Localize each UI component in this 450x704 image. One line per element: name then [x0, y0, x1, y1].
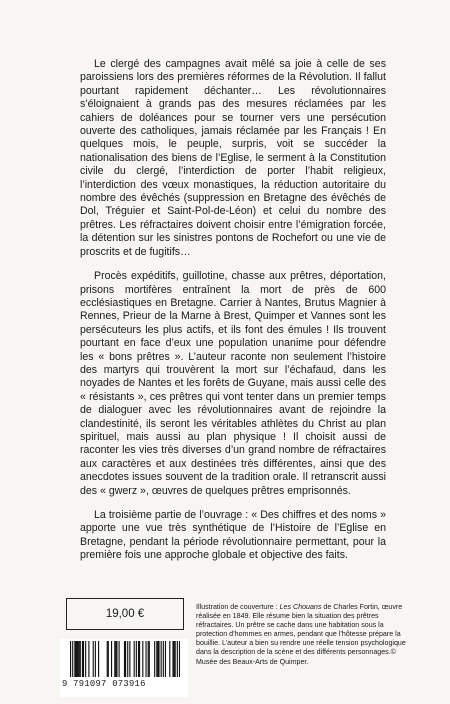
back-cover-text [80, 58, 386, 574]
paragraph-1: Le clergé des campagnes avait mêlé sa joie à celle de ses paroissiens lors des premières réformes de la Révolution. Il fallut pourtant rapidement déchanter… Les révolutionnaires s’éloignaient à grands pas des mesures réclamées par les cahiers de doléances pour se tourner vers une persécution ouverte des catholiques, jamais réclamée par les Français ! En quelques mois, le peuple, surpris, voit se succéder la nationalisation des biens de l’Eglise, le serment à la Constitution civile du clergé, l’interdiction de porter l’habit religieux, l’interdiction des vœux monastiques, la réduction autoritaire du nombre des évêchés (suppression en Bretagne des évêchés de Dol, Tréguier et Saint-Pol-de-Léon) et celui du nombre des prêtres. Les réfractaires doivent choisir entre l’émigration forcée, la détention sur les sinistres pontons de Rochefort ou une vie de proscrits et de fugitifs… [80, 58, 386, 258]
caption-title: Les Chouans [279, 603, 322, 611]
barcode-bars [70, 641, 180, 679]
isbn-number: 9 791097 073916 [62, 679, 146, 689]
price: 19,00 € [105, 608, 145, 620]
barcode [60, 639, 188, 697]
paragraph-2: Procès expéditifs, guillotine, chasse aux prêtres, déportation, prisons mortifères entraînent la mort de près de 600 ecclésiastiques en Bretagne. Carrier à Nantes, Brutus Magnier à Rennes, Prieur de la Marne à Brest, Quimper et Vannes sont les persécuteurs les plus actifs, et ils font des émules ! Ils trouvent pourtant en face d’eux une population unanime pour défendre les « bons prêtres ». L’auteur raconte non seulement l’histoire des martyrs qui trouvèrent la mort sur l’échafaud, dans les noyades de Nantes et les forêts de Guyane, mais aussi celle des « résistants », ces prêtres qui vont tenter dans un premier temps de dialoguer avec les révolutionnaires avant de rejoindre la clandestinité, ils seront les véritables athlètes du Christ au plan spirituel, mais aussi au plan physique ! Il choisit aussi de raconter les vies très diverses d’un grand nombre de réfractaires aux caractères et aux destinées très différentes, ainsi que des anecdotes issues souvent de la tradition orale. Il retranscrit aussi des « gwerz », œuvres de quelques prêtres emprisonnés. [80, 270, 386, 497]
caption-body: de Charles Fortin, œuvre réalisée en 1849. Elle résume bien la situation des prêtres réfractaires. Un prêtre se cache dans une habitation sous la protection d’hommes en armes, pendant que l’hôtesse prépare la bouillie. L’auteur a bien su rendre une réelle tension psychologique dans la description de la scène et des différents personnages.© Musée des Beaux-Arts de Quimper. [196, 603, 406, 666]
price-box [66, 598, 184, 630]
paragraph-3: La troisième partie de l’ouvrage : « Des chiffres et des noms » apporte une vue très synthétique de l’Histoire de l’Eglise en Bretagne, pendant la période révolutionnaire permettant, pour la première fois une approche globale et objective des faits. [80, 509, 386, 562]
caption-intro: Illustration de couverture : [196, 603, 280, 611]
cover-illustration-caption [196, 603, 416, 667]
